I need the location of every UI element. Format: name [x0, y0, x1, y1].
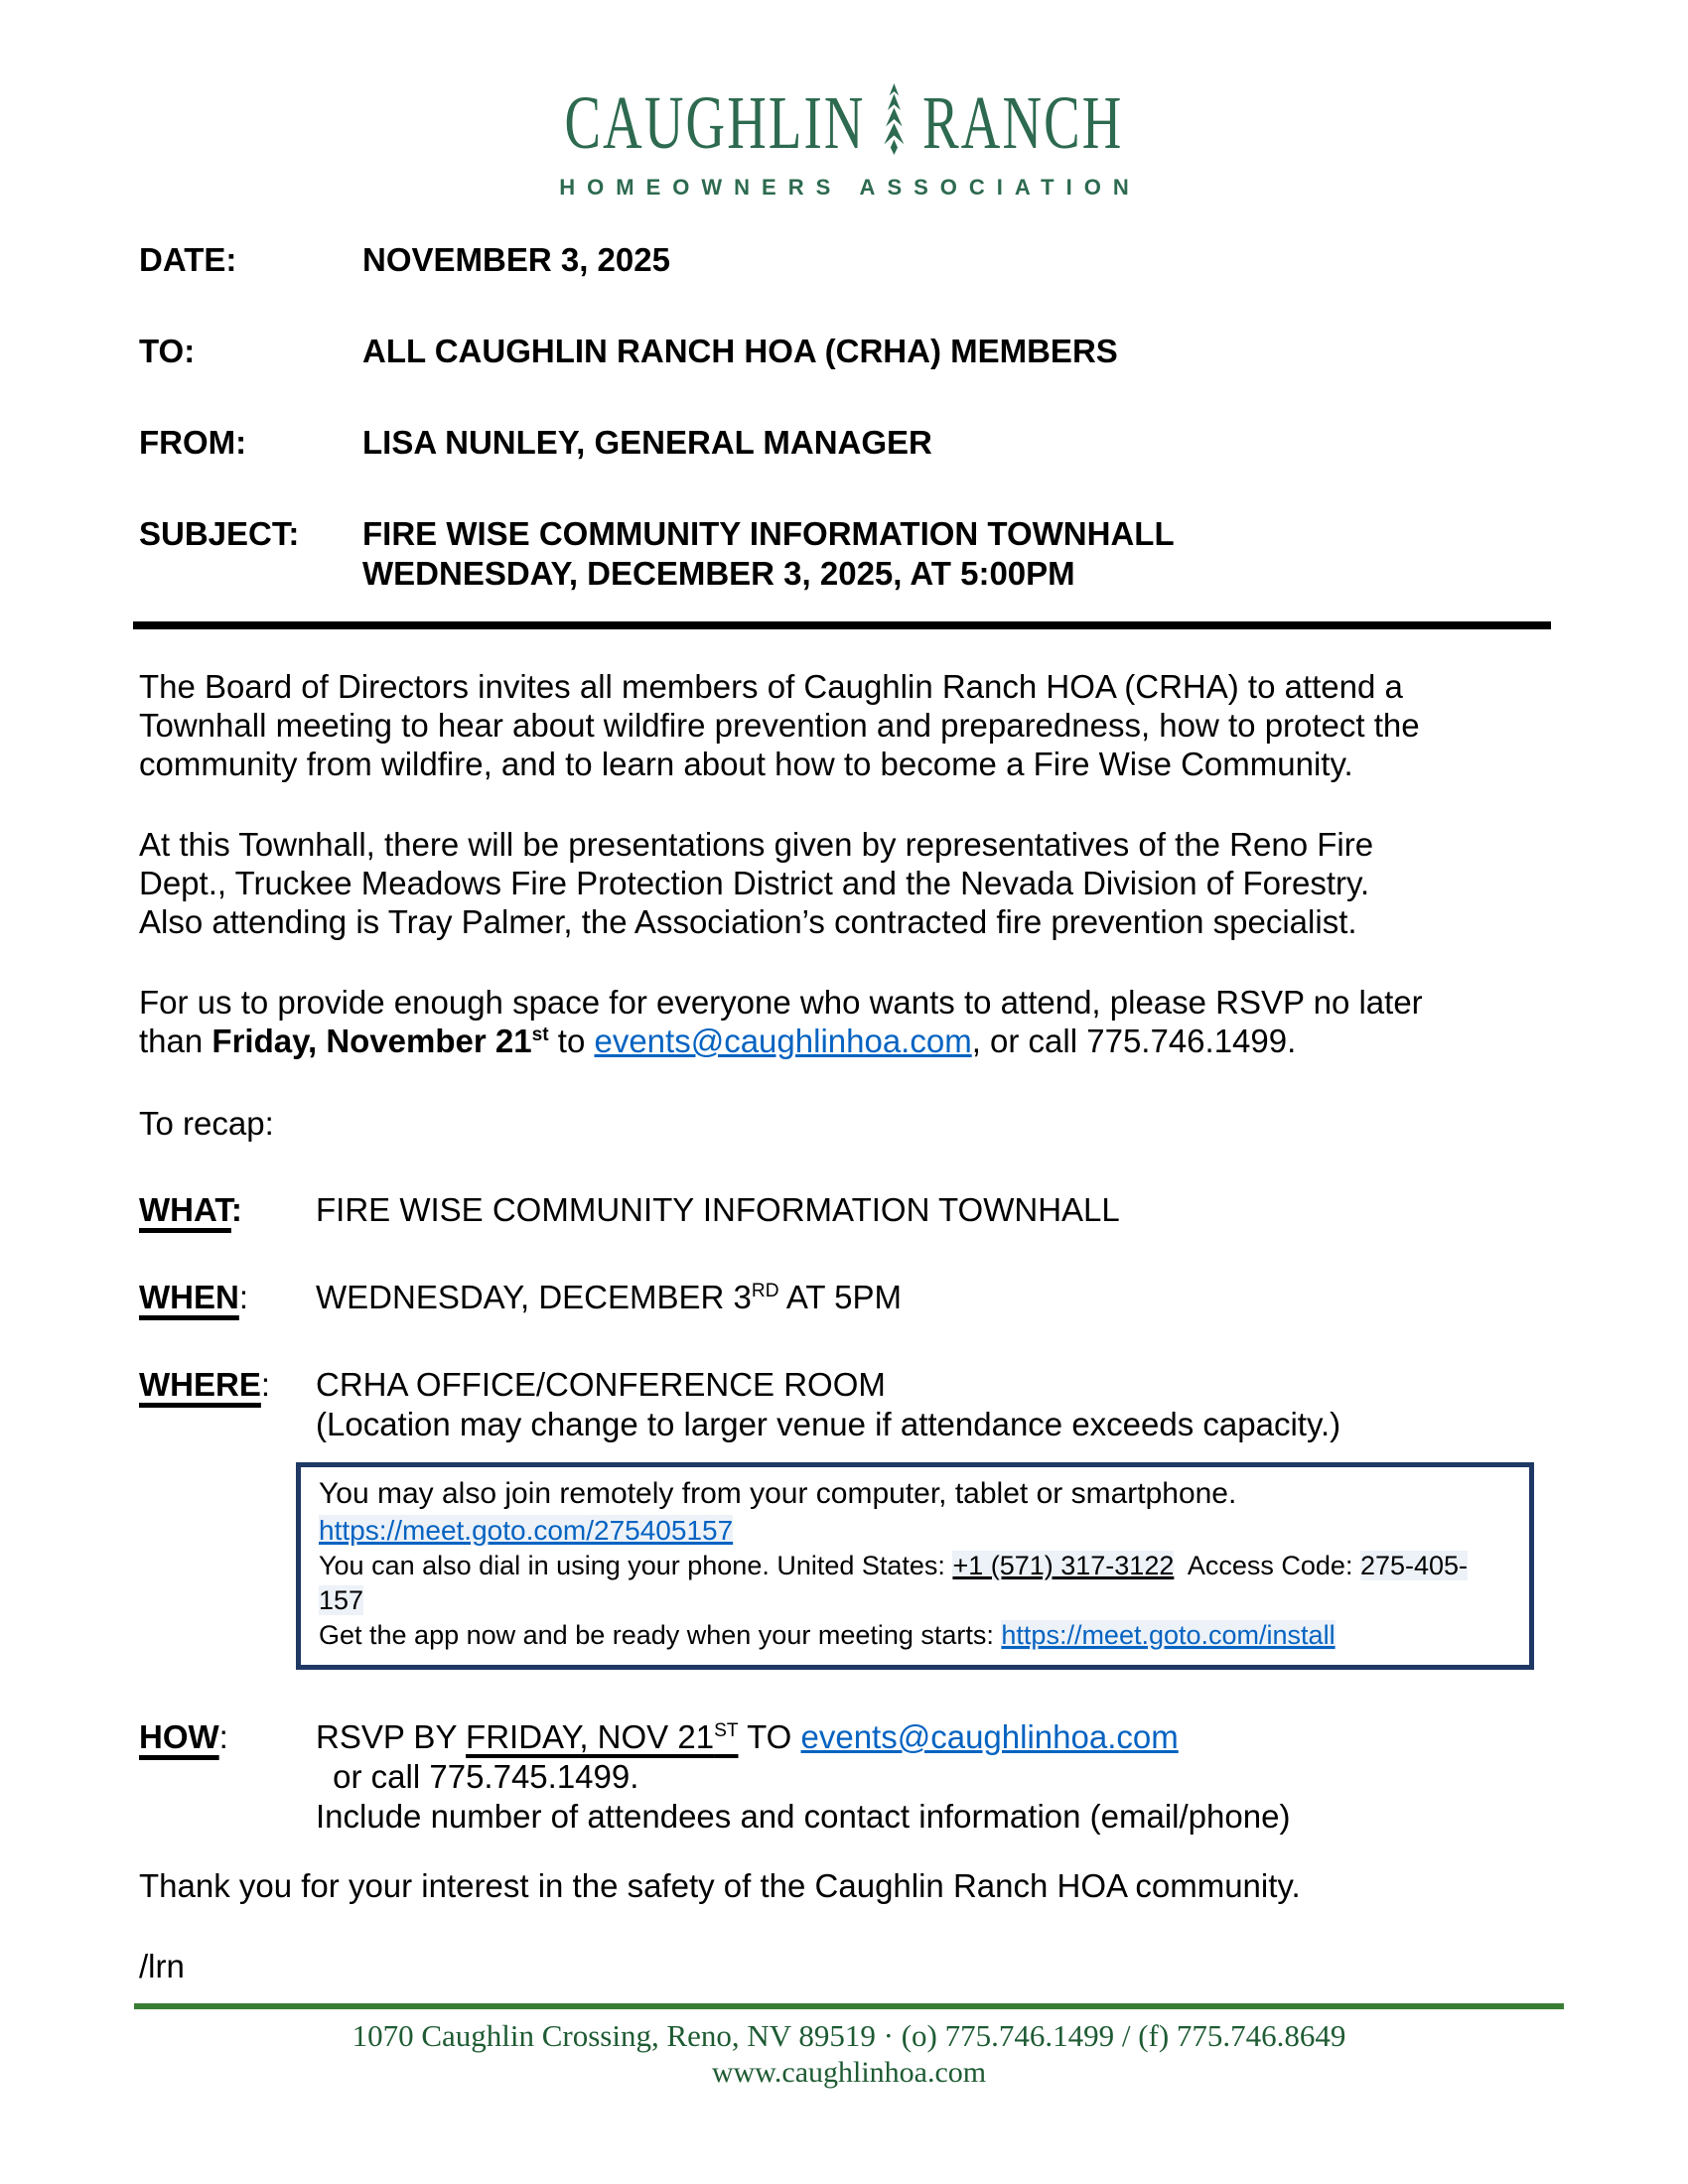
where-line1: CRHA OFFICE/CONFERENCE ROOM: [316, 1366, 886, 1403]
access-code-value: 275-405-157: [319, 1551, 1469, 1615]
remote-join-intro: You may also join remotely from your computer, tablet or smartphone.: [319, 1477, 1237, 1510]
what-value: FIRE WISE COMMUNITY INFORMATION TOWNHALL: [316, 1191, 1120, 1228]
pine-tree-icon: [876, 83, 913, 155]
how-line3: Include number of attendees and contact information (email/phone): [316, 1798, 1291, 1835]
closing-line: Thank you for your interest in the safety of the Caughlin Ranch HOA community.: [139, 1867, 1301, 1904]
ordinal-superscript: ST: [714, 1720, 739, 1741]
rsvp-text: than: [139, 1023, 212, 1059]
paragraph-line: At this Townhall, there will be presentations given by representatives of the Reno Fire: [139, 826, 1374, 863]
from-label: FROM:: [139, 424, 247, 461]
logo-word-ranch: RANCH: [922, 81, 1124, 165]
where-label: WHERE:: [139, 1366, 271, 1403]
paragraph-invitation: [139, 667, 1549, 783]
meeting-url-link[interactable]: https://meet.goto.com/275405157: [319, 1515, 734, 1546]
get-app-text: Get the app now and be ready when your meeting starts:: [319, 1620, 1002, 1650]
rsvp-text: to: [548, 1023, 595, 1059]
recap-row-when: [139, 1278, 1549, 1317]
remote-join-box: [296, 1462, 1534, 1670]
paragraph-presenters: [139, 825, 1549, 941]
where-value: [316, 1365, 1549, 1444]
recap-intro: To recap:: [139, 1105, 274, 1142]
paragraph-line: Also attending is Tray Palmer, the Association’s contracted fire prevention specialist.: [139, 903, 1357, 940]
join-link-line: [319, 1513, 1511, 1549]
access-code-label: Access Code:: [1174, 1551, 1360, 1580]
memo-header: [139, 240, 1549, 594]
logo-subtitle: HOMEOWNERS ASSOCIATION: [559, 175, 1141, 200]
footer-address: 1070 Caughlin Crossing, Reno, NV 89519 · (o) 775.746.1499 / (f) 775.746.8649: [352, 2018, 1346, 2053]
divider-rule: [133, 621, 1551, 629]
page-footer: [134, 2003, 1564, 2091]
rsvp-text: , or call 775.746.1499.: [971, 1023, 1297, 1059]
paragraph-line: For us to provide enough space for everyone who wants to attend, please RSVP no later: [139, 984, 1423, 1021]
date-label: DATE:: [139, 241, 237, 278]
recap-row-where: [139, 1365, 1549, 1444]
events-email-link[interactable]: events@caughlinhoa.com: [800, 1718, 1179, 1755]
where-line2: (Location may change to larger venue if attendance exceeds capacity.): [316, 1406, 1341, 1442]
how-value: [316, 1717, 1549, 1837]
memo-row-from: [139, 423, 1549, 463]
how-label: HOW:: [139, 1718, 228, 1755]
subject-value: [362, 514, 1549, 594]
get-app-line: [319, 1618, 1511, 1653]
paragraph-line: community from wildfire, and to learn about how to become a Fire Wise Community.: [139, 746, 1353, 782]
subject-label: SUBJECT:: [139, 515, 300, 552]
how-text: RSVP BY: [316, 1718, 467, 1755]
memo-body: [139, 667, 1549, 1985]
install-app-link[interactable]: https://meet.goto.com/install: [1001, 1620, 1336, 1650]
ordinal-superscript: st: [531, 1024, 549, 1045]
logo-wordmark: [236, 81, 1452, 165]
memo-row-subject: [139, 514, 1549, 594]
ordinal-superscript: RD: [751, 1281, 779, 1301]
when-value: WEDNESDAY, DECEMBER 3RD AT 5PM: [316, 1279, 903, 1315]
logo-word-caughlin: CAUGHLIN: [564, 81, 866, 165]
events-email-link[interactable]: events@caughlinhoa.com: [594, 1023, 972, 1059]
rsvp-deadline-bold: Friday, November 21st: [211, 1023, 549, 1059]
how-line2: or call 775.745.1499.: [324, 1758, 639, 1795]
rsvp-deadline-underlined: FRIDAY, NOV 21ST: [466, 1718, 739, 1755]
recap-row-how: [139, 1717, 1549, 1837]
how-text: TO: [738, 1718, 801, 1755]
dial-in-line: [319, 1549, 1511, 1618]
to-value: ALL CAUGHLIN RANCH HOA (CRHA) MEMBERS: [362, 333, 1118, 369]
paragraph-line: The Board of Directors invites all members of Caughlin Ranch HOA (CRHA) to attend a: [139, 668, 1403, 705]
dial-in-phone-link[interactable]: +1 (571) 317-3122: [952, 1551, 1175, 1580]
footer-website: www.caughlinhoa.com: [711, 2056, 987, 2089]
paragraph-line: Dept., Truckee Meadows Fire Protection District and the Nevada Division of Forestry.: [139, 865, 1370, 901]
dial-in-text: You can also dial in using your phone. United States:: [319, 1551, 953, 1580]
memo-row-to: [139, 332, 1549, 371]
subject-value-line1: FIRE WISE COMMUNITY INFORMATION TOWNHALL: [362, 515, 1175, 552]
what-label: WHAT:: [139, 1191, 242, 1228]
from-value: LISA NUNLEY, GENERAL MANAGER: [362, 424, 932, 461]
memo-row-date: [139, 240, 1549, 280]
recap-row-what: [139, 1190, 1549, 1230]
paragraph-line: Townhall meeting to hear about wildfire prevention and preparedness, how to protect the: [139, 707, 1420, 744]
logo: [0, 0, 1688, 201]
to-label: TO:: [139, 333, 196, 369]
when-label: WHEN:: [139, 1279, 248, 1315]
typist-initials: /lrn: [139, 1948, 185, 1984]
paragraph-line: [139, 1022, 1549, 1060]
date-value: NOVEMBER 3, 2025: [362, 241, 670, 278]
footer-rule: [134, 2003, 1564, 2009]
paragraph-rsvp: [139, 983, 1549, 1060]
subject-value-line2: WEDNESDAY, DECEMBER 3, 2025, AT 5:00PM: [362, 555, 1075, 592]
how-line1: [316, 1717, 1549, 1757]
